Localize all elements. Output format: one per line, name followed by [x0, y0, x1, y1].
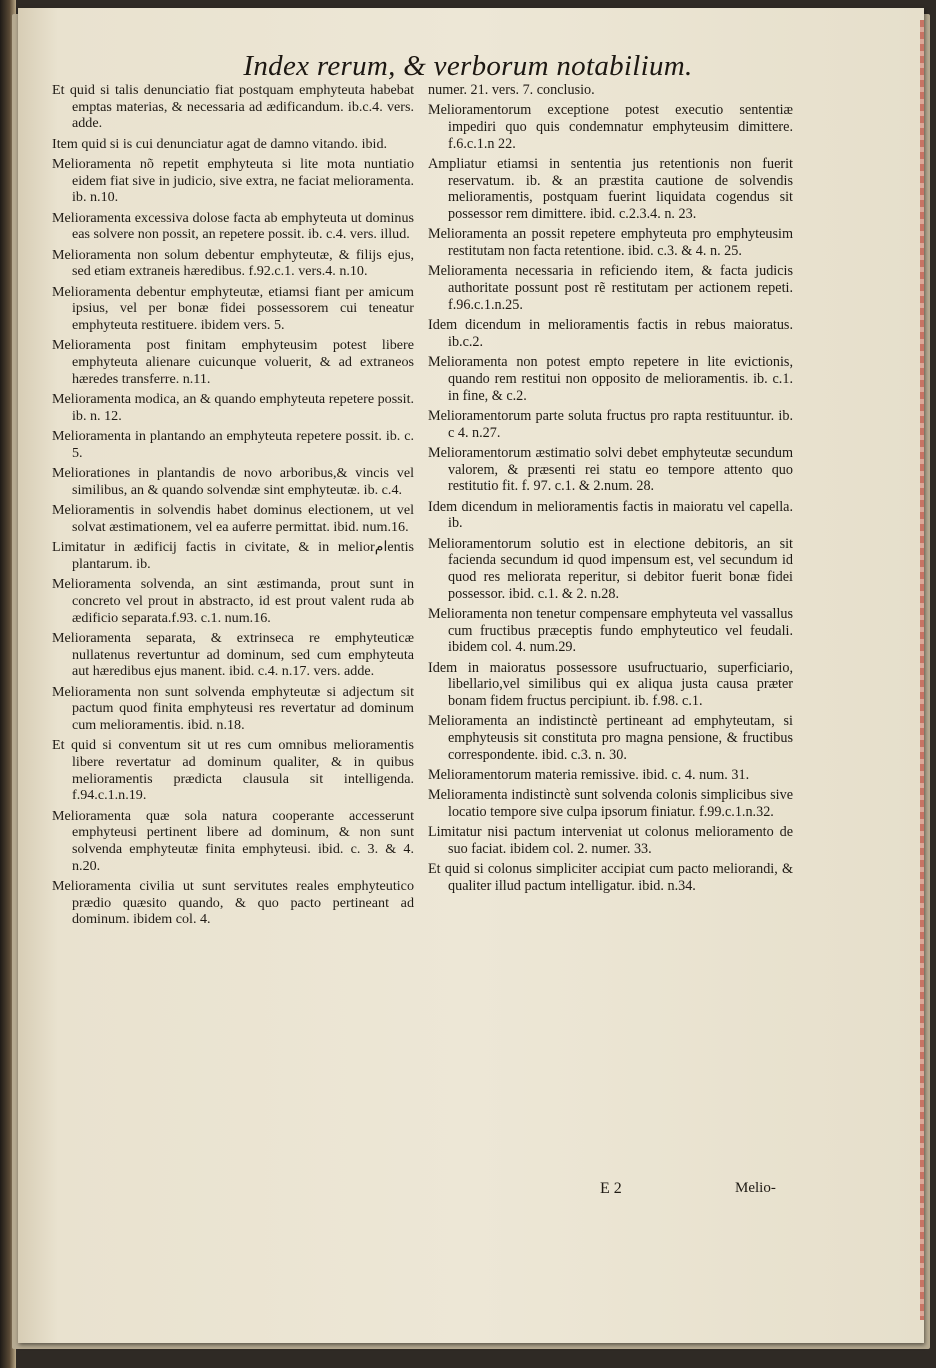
index-entry: Limitatur in ædificij factis in civitate, & in meliorامentis plantarum. ib.: [52, 539, 414, 572]
index-entry: Et quid si conventum sit ut res cum omnibus melioramentis libere revertatur ad dominum qualiter, & in quibus melioramentis prædicta clausula sit intelligenda. f.94.c.1.n.19.: [52, 737, 414, 804]
index-entry: Melioramenta in plantando an emphyteuta repetere possit. ib. c. 5.: [52, 428, 414, 461]
index-entry: Melioramenta debentur emphyteutæ, etiamsi fiant per amicum ipsius, vel per bonæ fidei possessorem cui teneatur emphyteuta restituere. ibidem vers. 5.: [52, 283, 414, 334]
catchword: Melio-: [735, 1180, 776, 1196]
index-entry: Idem in maioratus possessore usufructuario, superficiario, libellario,vel similibus qui ex aliqua justa causa præter bonam fidem fructus percipiunt. ib. f.98. c.1.: [428, 659, 793, 710]
index-entry: Idem dicendum in melioramentis factis in rebus maioratus. ib.c.2.: [428, 317, 793, 350]
index-entry: Melioramenta non sunt solvenda emphyteutæ si adjectum sit pactum quod finita emphyteusi res revertatur ad dominum cum melioramentis. ibid. n.18.: [52, 683, 414, 733]
index-entry: Melioramenta non tenetur compensare emphyteuta vel vassallus cum fructibus præceptis fundo emphyteutico vel feudali. ibidem col. 4. num.29.: [428, 605, 793, 656]
index-entry: Ampliatur etiamsi in sententia jus retentionis non fuerit reservatum. ib. & an præstita cautione de solvendis melioramentis, postquam fuerint liquidata cogendus sit possessor rem dimittere. ibid. c.2.3.4. n. 23.: [428, 156, 793, 223]
index-entry: Melioramenta necessaria in reficiendo item, & facta judicis authoritate possunt post rẽ restitutam per actionem repeti. f.96.c.1.n.25.: [428, 263, 793, 313]
index-entry: Melioramentorum materia remissive. ibid. c. 4. num. 31.: [428, 767, 750, 784]
index-entry: Idem dicendum in melioramentis factis in maioratu vel capella. ib.: [428, 498, 793, 532]
index-entry: Melioramenta post finitam emphyteusim potest libere emphyteuta alienare cuicunque voluerit, & ad extraneos hæredes transferre. n.11.: [52, 337, 414, 387]
red-page-edge: [920, 20, 924, 1320]
index-entry: Melioramenta non solum debentur emphyteutæ, & filijs ejus, sed etiam extraneis hæredibus. f.92.c.1. vers.4. n.10.: [52, 246, 414, 280]
index-entry: Melioramenta nõ repetit emphyteuta si lite mota nuntiatio eidem fiat sive in judicio, sive extra, ne faciat melioramenta. ib. n.10.: [52, 156, 414, 206]
running-header: Index rerum, & verborum notabilium.: [243, 50, 693, 82]
index-entry: numer. 21. vers. 7. conclusio.: [428, 82, 595, 98]
index-entry: Melioramenta separata, & extrinseca re emphyteuticæ nullatenus revertuntur ad dominum, sed cum emphyteuta aut hæredibus ejus manent. ibid. c.4. n.17. vers. adde.: [52, 629, 414, 680]
index-entry: Melioramenta civilia ut sunt servitutes reales emphyteutico prædio quæsito quando, & quo pacto pertineant ad dominum. ibidem col. 4.: [52, 878, 414, 928]
right-column: [428, 82, 793, 898]
index-entry: Melioramenta solvenda, an sint æstimanda, prout sunt in concreto vel prout in abstracto, id est prout valent ruda ab ædificio separata.f.93. c.1. num.16.: [52, 576, 414, 626]
index-entry: Melioramentorum exceptione potest executio sententiæ impediri quo quis condemnatur emphyteusim dimittere. f.6.c.1.n 22.: [428, 102, 793, 152]
index-entry: Item quid si is cui denunciatur agat de damno vitando. ibid.: [52, 135, 388, 152]
index-entry: Limitatur nisi pactum interveniat ut colonus melioramento de suo faciat. ibidem col. 2. numer. 33.: [428, 824, 793, 858]
index-entry: Et quid si colonus simpliciter accipiat cum pacto meliorandi, & qualiter illud pactum intelligatur. ibid. n.34.: [428, 861, 793, 895]
index-entry: Melioramentorum solutio est in electione debitoris, an sit facienda secundum id quod impensum est, vel secundum id quod res meliorata reperitur, si debitor fuerit bonæ fidei possessor. ibid. c.1. & 2. n.28.: [428, 535, 793, 602]
index-entry: Melioramentorum parte soluta fructus pro rapta restituuntur. ib. c 4. n.27.: [428, 407, 793, 441]
index-entry: Melioramenta modica, an & quando emphyteuta repetere possit. ib. n. 12.: [52, 391, 415, 424]
index-entry: Melioramenta non potest empto repetere in lite evictionis, quando rem restitui non opposito de melioramentis. ib. c.1. in fine, & c.2.: [428, 354, 793, 404]
index-entry: Et quid si talis denunciatio fiat postquam emphyteuta habebat emptas materias, & necessaria ad ædificandum. ib.c.4. vers. adde.: [52, 82, 414, 132]
index-entry: Melioramenta indistinctè sunt solvenda colonis simplicibus sive locatio tempore sive culpa ipsorum finiatur. f.99.c.1.n.32.: [428, 787, 793, 821]
index-entry: Melioramentorum æstimatio solvi debet emphyteutæ secundum valorem, & præsenti rei statu eo tempore attento quo restitutio fit. f. 97. c.1. & 2.num. 28.: [428, 444, 793, 495]
index-entry: Melioramenta quæ sola natura cooperante accesserunt emphyteusi pertinent libere ad dominum, & non sunt solvenda emphyteutæ finita emphyteusi. ibid. c. 3. & 4. n.20.: [52, 807, 414, 874]
index-entry: Meliorationes in plantandis de novo arboribus,& vincis vel similibus, an & quando solvendæ sint emphyteutæ. ib. c.4.: [52, 465, 414, 498]
signature-mark: E 2: [600, 1180, 622, 1197]
left-column: [52, 82, 414, 932]
index-entry: Melioramenta excessiva dolose facta ab emphyteuta ut dominus eas solvere non possit, an repetere possit. ib. c.4. vers. illud.: [52, 209, 414, 243]
index-entry: Melioramentis in solvendis habet dominus electionem, ut vel solvat æstimationem, vel ea auferre permittat. ibid. num.16.: [52, 502, 414, 535]
index-entry: Melioramenta an indistinctè pertineant ad emphyteutam, si emphyteusis sit constituta pro magna pensione, & fructibus correspondente. ibid. c.3. n. 30.: [428, 713, 793, 763]
index-entry: Melioramenta an possit repetere emphyteuta pro emphyteusim restitutam non facta retentione. ibid. c.3. & 4. n. 25.: [428, 226, 793, 260]
